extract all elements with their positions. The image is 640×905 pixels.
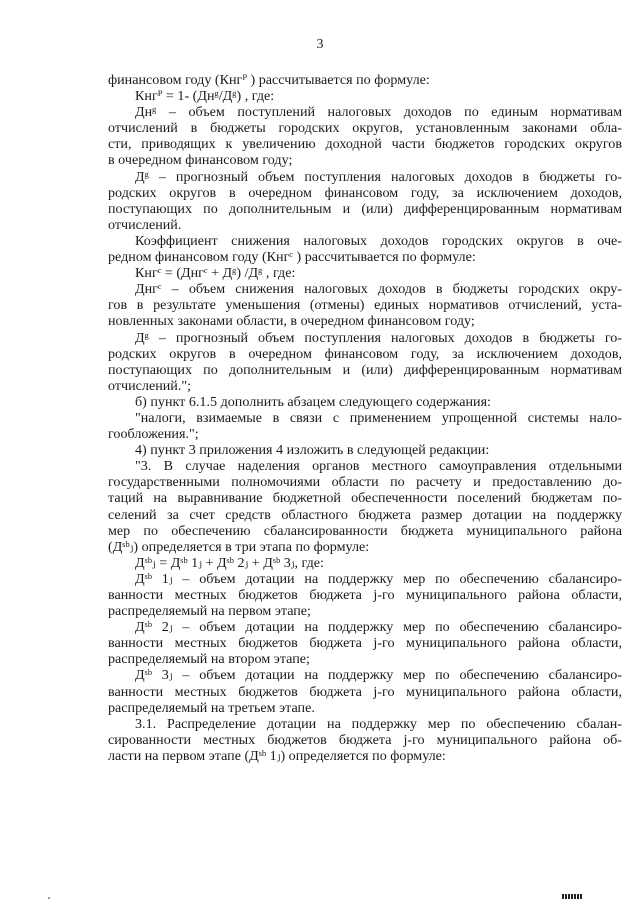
text-line: родских округов в очередном финансовом году, за исключением доходов, [108,184,622,201]
text-line: финансовом году (Кнгᴾ ) рассчитывается по формуле: [108,72,430,88]
document-body [108,72,622,764]
text-line: поступающих по дополнительным и (или) дифференцированным нормативам [108,200,622,217]
text-line: отчислений в бюджеты городских округов, установленным законами обла- [108,120,622,137]
text-line: редном финансовом году (Кнгᶜ ) рассчитывается по формуле: [108,249,476,266]
text-line: распределяемый на первом этапе; [108,603,311,620]
text-line: ванности местных бюджетов бюджета j-го муниципального района области, [108,587,622,603]
text-line: отчислений. [108,216,182,233]
text-line: "3. В случае наделения органов местного самоуправления отдельными [135,458,622,475]
text-line: (Дˢᵇⱼ) определяется в три этапа по формуле: [108,538,370,555]
text-line: Дˢᵇ 2ⱼ – объем дотации на поддержку мер по обеспечению сбалансиро- [135,619,622,636]
text-line: новленных законами области, в очередном финансовом году; [108,313,475,330]
text-line: селений за счет средств областного бюджета размер дотации на поддержку [108,506,622,523]
text-line: Днгᶜ – объем снижения налоговых доходов в бюджеты городских окру- [135,281,622,298]
text-line: Днᵍ – объем поступлений налоговых доходов по единым нормативам [135,104,622,121]
text-line: поступающих по дополнительным и (или) дифференцированным нормативам [108,361,622,378]
text-line: 3.1. Распределение дотации на поддержку мер по обеспечению сбалан- [135,715,622,732]
text-line: сти, приводящих к увеличению доходной части бюджетов городских округов [108,136,622,153]
text-line: распределяемый на втором этапе; [108,651,310,668]
text-line: родских округов в очередном финансовом году, за исключением доходов, [108,345,622,362]
scan-artifact [48,897,50,899]
text-line: "налоги, взимаемые в связи с применением упрощенной системы нало- [135,409,622,426]
text-line: ванности местных бюджетов бюджета j-го муниципального района области, [108,683,622,700]
text-line: в очередном финансовом году; [108,152,293,169]
text-line: Дᵍ – прогнозный объем поступления налоговых доходов в бюджеты го- [135,329,622,346]
text-line: ванности местных бюджетов бюджета j-го муниципального района области, [108,635,622,652]
text-line: ласти на первом этапе (Дˢᵇ 1ⱼ) определяется по формуле: [108,747,446,764]
text-line: государственными полномочиями области по расчету и предоставлению до- [108,474,622,491]
text-line: Дᵍ – прогнозный объем поступления налоговых доходов в бюджеты го- [135,168,622,185]
text-line: гообложения."; [108,426,199,443]
text-line: гов в результате уменьшения (отмены) единых нормативов отчислений, уста- [108,297,622,314]
text-line: мер по обеспечению сбалансированности бюджета муниципального района [108,522,622,539]
text-line: Коэффициент снижения налоговых доходов городских округов в оче- [135,232,622,249]
text-line: б) пункт 6.1.5 дополнить абзацем следующего содержания: [135,393,491,410]
text-line: 4) пункт 3 приложения 4 изложить в следующей редакции: [135,442,490,459]
text-line: отчислений."; [108,377,192,394]
text-line: таций на выравнивание бюджетной обеспеченности поселений бюджетам по- [108,490,622,507]
formula-line: Кнгᶜ = (Днгᶜ + Дᵍ) /Дᵍ , где: [135,265,296,282]
text-line: распределяемый на третьем этапе. [108,699,315,716]
text-line: Дˢᵇ 1ⱼ – объем дотации на поддержку мер по обеспечению сбалансиро- [135,570,622,587]
text-line: сированности местных бюджетов бюджета j-го муниципального района об- [108,731,622,748]
scan-barcode-mark [562,894,582,899]
formula-line: Кнгᴾ = 1- (Днᵍ/Дᵍ) , где: [135,88,275,105]
text-line: Дˢᵇ 3ⱼ – объем дотации на поддержку мер по обеспечению сбалансиро- [135,667,622,684]
page-number: 3 [316,37,324,52]
formula-line: Дˢᵇⱼ = Дˢᵇ 1ⱼ + Дˢᵇ 2ⱼ + Дˢᵇ 3ⱼ, где: [135,554,324,571]
